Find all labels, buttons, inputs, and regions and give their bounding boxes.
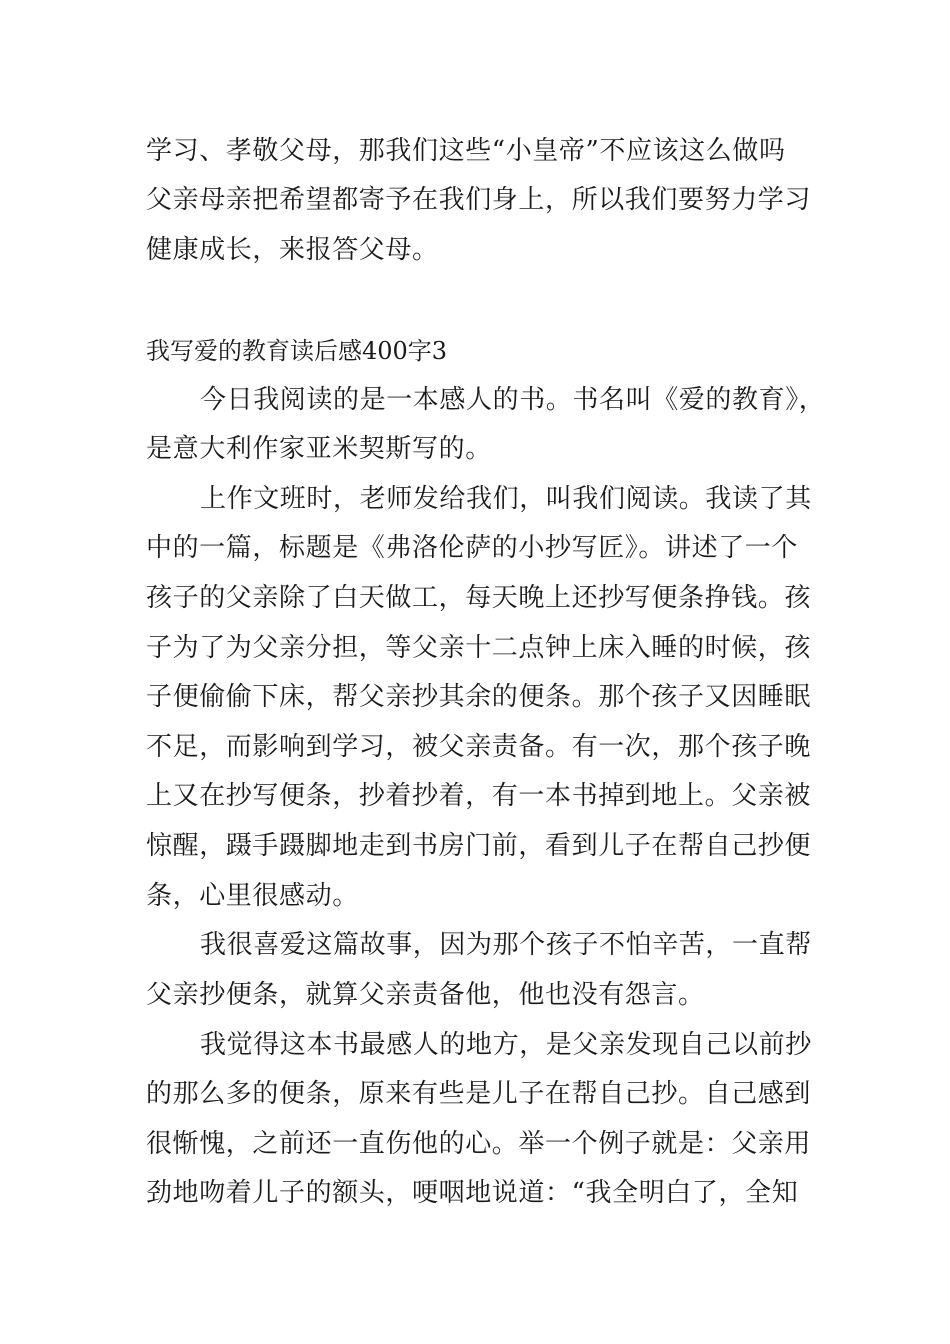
section-heading: 我写爱的教育读后感400字3 [146, 337, 448, 365]
paragraph-first-line: 我很喜爱这篇故事，因为那个孩子不怕辛苦，一直帮 [200, 930, 812, 960]
text-line: 孩子的父亲除了白天做工，每天晚上还抄写便条挣钱。孩 [146, 583, 812, 613]
text-line: 不足，而影响到学习，被父亲责备。有一次，那个孩子晚 [146, 732, 812, 762]
text-line: 学习、孝敬父母，那我们这些“小皇帝”不应该这么做吗 [146, 136, 786, 166]
text-line: 很惭愧，之前还一直伤他的心。举一个例子就是：父亲用 [146, 1129, 812, 1159]
text-line: 健康成长，来报答父母。 [146, 235, 439, 265]
text-line: 父亲抄便条，就算父亲责备他，他也没有怨言。 [146, 980, 705, 1010]
text-line: 的那么多的便条，原来有些是儿子在帮自己抄。自己感到 [146, 1079, 812, 1109]
text-line: 惊醒，蹑手蹑脚地走到书房门前，看到儿子在帮自己抄便 [146, 831, 812, 861]
paragraph-first-line: 我觉得这本书最感人的地方，是父亲发现自己以前抄 [200, 1030, 812, 1060]
text-line: 父亲母亲把希望都寄予在我们身上，所以我们要努力学习 [146, 185, 812, 215]
text-line: 子为了为父亲分担，等父亲十二点钟上床入睡的时候，孩 [146, 633, 812, 663]
text-line: 劲地吻着儿子的额头，哽咽地说道：“我全明白了，全知 [146, 1178, 799, 1208]
text-line: 子便偷偷下床，帮父亲抄其余的便条。那个孩子又因睡眠 [146, 682, 812, 712]
paragraph-first-line: 今日我阅读的是一本感人的书。书名叫《爱的教育》， [200, 385, 826, 415]
paragraph-first-line: 上作文班时，老师发给我们，叫我们阅读。我读了其 [200, 484, 812, 514]
text-line: 中的一篇，标题是《弗洛伦萨的小抄写匠》。讲述了一个 [146, 533, 799, 563]
text-line: 条，心里很感动。 [146, 881, 359, 911]
text-line: 是意大利作家亚米契斯写的。 [146, 434, 492, 464]
text-line: 上又在抄写便条，抄着抄着，有一本书掉到地上。父亲被 [146, 781, 812, 811]
